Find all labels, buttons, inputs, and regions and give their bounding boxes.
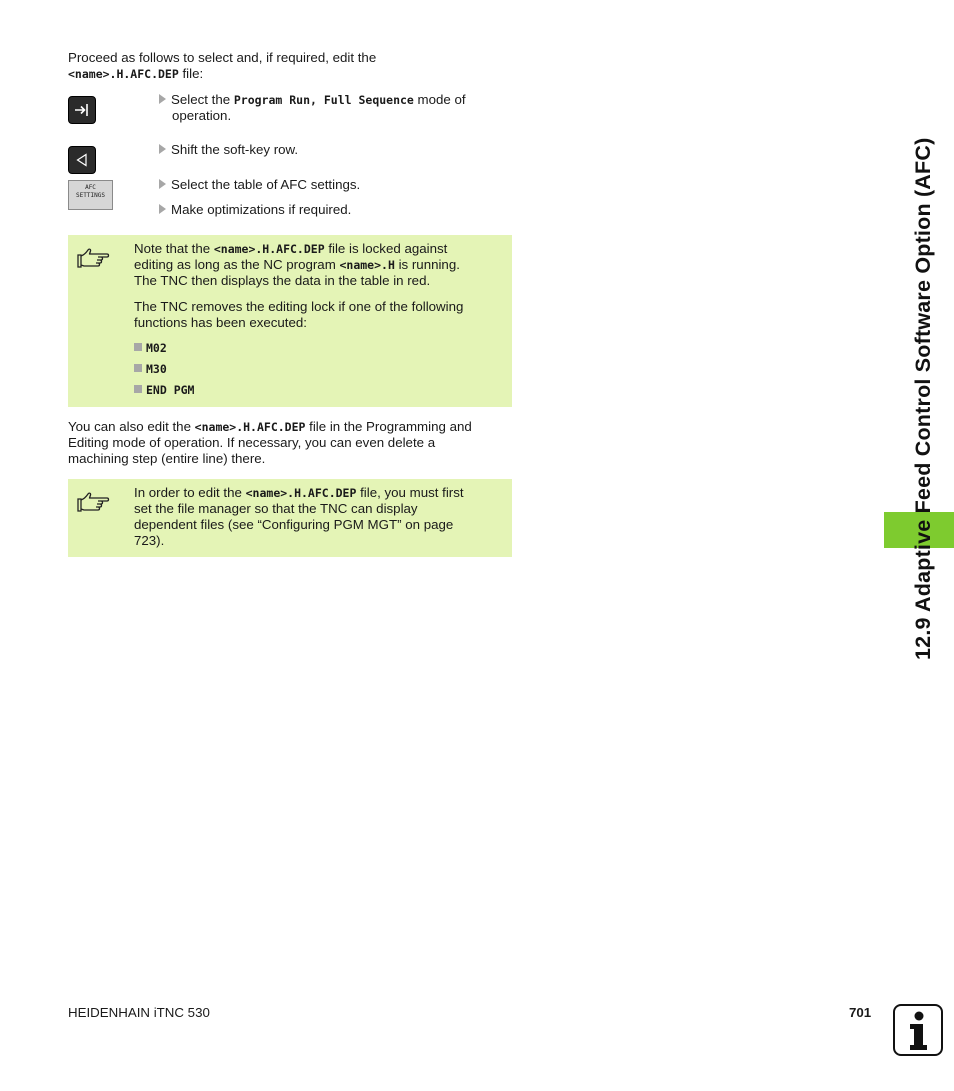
list-item bbox=[134, 340, 500, 361]
note-1-text: The TNC removes the editing lock if one of the following bbox=[134, 299, 464, 314]
paragraph-code: <name>.H.AFC.DEP bbox=[194, 420, 306, 434]
note-1-body bbox=[134, 241, 500, 403]
step-1-pre: Select the bbox=[171, 92, 234, 107]
note-2-text: 723). bbox=[134, 533, 165, 548]
list-item bbox=[134, 361, 500, 382]
note-1-text: file is locked against bbox=[324, 241, 448, 256]
list-item-text: END PGM bbox=[146, 383, 195, 397]
shift-softkey-key bbox=[68, 146, 96, 174]
list-item-text: M02 bbox=[146, 341, 167, 355]
step-1-line2: operation. bbox=[172, 108, 232, 123]
note-2-body bbox=[134, 485, 500, 549]
footer-product: HEIDENHAIN iTNC 530 bbox=[68, 1005, 210, 1020]
softkey-line2: SETTINGS bbox=[76, 192, 105, 199]
bullet-square-icon bbox=[134, 385, 142, 393]
pointing-hand-icon bbox=[76, 490, 110, 516]
chapter-side-title: 12.9 Adaptive Feed Control Software Option (AFC) bbox=[911, 137, 935, 660]
page-number: 701 bbox=[849, 1005, 872, 1020]
pointing-hand-icon bbox=[76, 246, 110, 272]
step-1-post: mode of bbox=[413, 92, 466, 107]
step-2-text: Shift the soft-key row. bbox=[171, 142, 299, 157]
softkey-line1: AFC bbox=[85, 184, 96, 191]
note-2-text: In order to edit the bbox=[134, 485, 246, 500]
intro-text: Proceed as follows to select and, if required, edit the bbox=[68, 50, 377, 65]
info-glyph bbox=[895, 1006, 941, 1054]
afc-settings-softkey bbox=[68, 180, 113, 210]
note-1-text: functions has been executed: bbox=[134, 315, 307, 330]
step-arrow-icon bbox=[159, 179, 166, 189]
triangle-left-icon bbox=[74, 152, 90, 168]
step-1-code: Program Run, Full Sequence bbox=[233, 93, 414, 107]
note-1-text: The TNC then displays the data in the table in red. bbox=[134, 273, 431, 288]
paragraph-text: file in the Programming and bbox=[305, 419, 472, 434]
note-1-code-program: <name>.H bbox=[339, 258, 395, 272]
program-run-key bbox=[68, 96, 96, 124]
step-arrow-icon bbox=[159, 94, 166, 104]
note-2-text: set the file manager so that the TNC can display bbox=[134, 501, 418, 516]
list-item bbox=[134, 382, 500, 403]
intro-paragraph bbox=[68, 50, 508, 82]
step-arrow-icon bbox=[159, 204, 166, 214]
note-1-para-1 bbox=[134, 241, 500, 289]
bullet-list bbox=[134, 340, 500, 403]
note-1-text: is running. bbox=[394, 257, 460, 272]
step-4 bbox=[159, 202, 509, 218]
edit-paragraph bbox=[68, 419, 512, 467]
note-2-text: file, you must first bbox=[356, 485, 464, 500]
step-3-text: Select the table of AFC settings. bbox=[171, 177, 361, 192]
note-2-text: dependent files (see “Configuring PGM MGT” on page bbox=[134, 517, 454, 532]
intro-file: <name>.H.AFC.DEP bbox=[68, 67, 179, 81]
info-icon bbox=[893, 1004, 943, 1056]
note-1-text: editing as long as the NC program bbox=[134, 257, 340, 272]
step-4-text: Make optimizations if required. bbox=[171, 202, 352, 217]
intro-suffix: file: bbox=[178, 66, 204, 81]
bullet-square-icon bbox=[134, 343, 142, 351]
list-item-text: M30 bbox=[146, 362, 167, 376]
step-2 bbox=[159, 142, 509, 158]
note-box-file-manager bbox=[68, 479, 512, 557]
note-1-code-file: <name>.H.AFC.DEP bbox=[213, 242, 325, 256]
paragraph-text: Editing mode of operation. If necessary, you can even delete a bbox=[68, 435, 436, 450]
note-box-editing-lock bbox=[68, 235, 512, 407]
note-1-text: Note that the bbox=[134, 241, 214, 256]
step-1 bbox=[159, 92, 509, 124]
note-2-code: <name>.H.AFC.DEP bbox=[245, 486, 357, 500]
paragraph-text: You can also edit the bbox=[68, 419, 195, 434]
enter-arrow-icon bbox=[73, 101, 91, 119]
paragraph-text: machining step (entire line) there. bbox=[68, 451, 266, 466]
bullet-square-icon bbox=[134, 364, 142, 372]
step-arrow-icon bbox=[159, 144, 166, 154]
step-3 bbox=[159, 177, 509, 193]
note-1-para-2 bbox=[134, 299, 500, 331]
